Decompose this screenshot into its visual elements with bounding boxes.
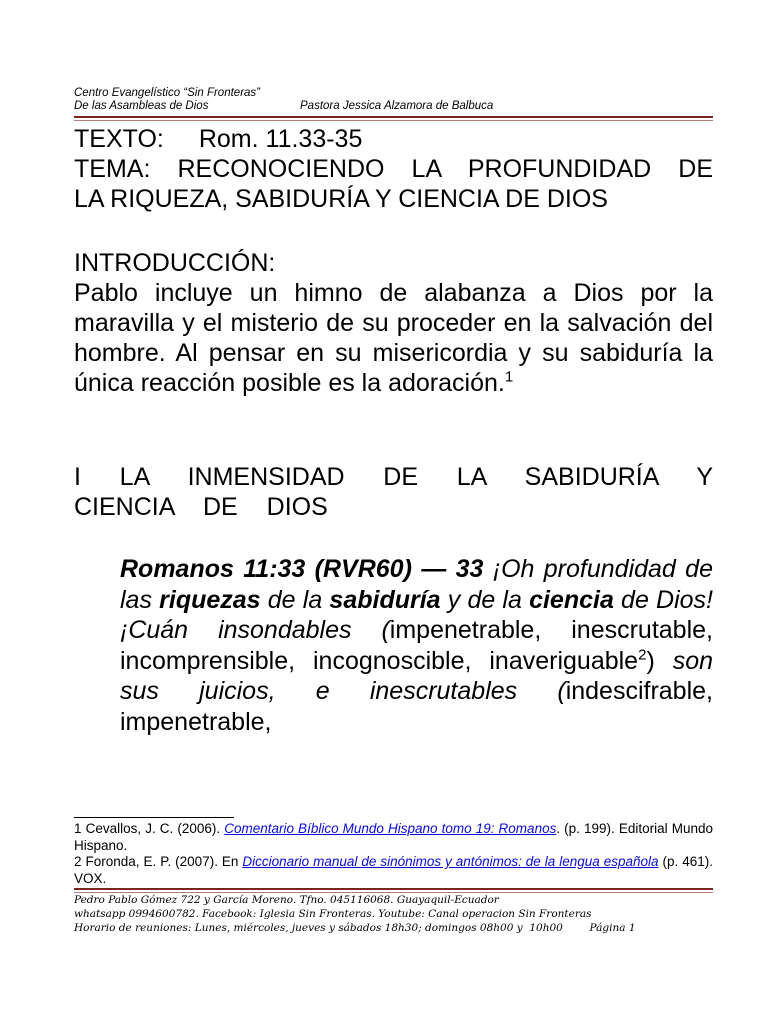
footnote-2-link[interactable]: Diccionario manual de sinónimos y antónimos: de la lengua española xyxy=(242,854,659,869)
header-org-affiliation: De las Asambleas de Dios xyxy=(74,100,209,112)
intro-paragraph xyxy=(74,278,713,398)
header-pastor: Pastora Jessica Alzamora de Balbuca xyxy=(300,100,494,112)
footnote-2 xyxy=(74,854,713,887)
texto-line xyxy=(74,124,713,154)
footnote-2-citation: Foronda, E. P. (2007). En xyxy=(85,854,243,869)
quote-bold-ciencia: ciencia xyxy=(529,585,614,614)
footer-schedule-text: Horario de reuniones: Lunes, miércoles, jueves y sábados 18h30; domingos 08h00 y 10h00 xyxy=(74,922,563,934)
intro-heading: INTRODUCCIÓN: xyxy=(74,249,276,277)
quote-synonyms-1: impenetrable, inescrutable, incomprensible, incognoscible, inaveriguable xyxy=(120,616,713,675)
tema-label: TEMA: xyxy=(74,155,151,183)
scripture-quote xyxy=(120,554,713,737)
header-org-name: Centro Evangelístico “Sin Fronteras” xyxy=(74,87,260,99)
footnote-1 xyxy=(74,821,713,854)
footnote-2-publisher: (p. 461). VOX. xyxy=(74,854,713,886)
intro-text: Pablo incluye un himno de alabanza a Dios por la maravilla y el misterio de su proceder en la salvación del hombre. Al pensar en su misericordia y su sabiduría la única reacción posible es la adoración. xyxy=(74,279,713,397)
footer-rule-thin xyxy=(74,892,713,893)
quote-paren-close: ) xyxy=(646,646,673,675)
page-number: Página 1 xyxy=(589,922,636,934)
quote-text-5: son sus juicios, e inescrutables ( xyxy=(120,646,713,705)
tema-line xyxy=(74,154,713,184)
texto-reference: Rom. 11.33-35 xyxy=(198,125,363,153)
footnote-2-number: 2 xyxy=(74,854,82,869)
quote-text-2: de la xyxy=(260,585,330,614)
tema-text-1: RECONOCIENDO LA PROFUNDIDAD DE xyxy=(177,155,713,183)
texto-label: TEXTO: xyxy=(74,125,164,153)
footer-contacts: whatsapp 0994600782. Facebook: Iglesia Sin Fronteras. Youtube: Canal operacion Sin Fronteras xyxy=(74,908,592,920)
footer-address: Pedro Pablo Gómez 722 y García Moreno. Tfno. 045116068. Guayaquil-Ecuador xyxy=(74,894,499,906)
footer-schedule xyxy=(74,922,636,935)
section-heading: I LA INMENSIDAD DE LA SABIDURÍA Y CIENCIA DE DIOS xyxy=(74,463,713,521)
header-rule-thin xyxy=(74,120,713,121)
footnote-1-link[interactable]: Comentario Bíblico Mundo Hispano tomo 19: Romanos xyxy=(224,821,557,836)
footnote-1-number: 1 xyxy=(74,821,82,836)
footnote-ref-2[interactable]: 2 xyxy=(638,646,647,664)
footnote-separator xyxy=(74,817,234,818)
quote-text-4: de Dios! ¡Cuán insondables ( xyxy=(120,585,713,644)
header-rule xyxy=(74,116,713,118)
footnote-1-publisher: . (p. 199). Editorial Mundo Hispano. xyxy=(74,821,713,853)
quote-text-3: y de la xyxy=(440,585,530,614)
quote-bold-sabiduria: sabiduría xyxy=(329,585,441,614)
footnote-ref-1[interactable]: 1 xyxy=(504,368,514,386)
quote-bold-riquezas: riquezas xyxy=(159,585,261,614)
tema-text-2: LA RIQUEZA, SABIDURÍA Y CIENCIA DE DIOS xyxy=(74,185,608,213)
quote-text-1: ¡Oh profundidad de las xyxy=(120,555,713,614)
quote-synonyms-2: indescifrable, impenetrable, xyxy=(120,677,713,736)
footer-rule xyxy=(74,888,713,890)
quote-reference: Romanos 11:33 (RVR60) — 33 xyxy=(120,555,484,583)
tema-line-2 xyxy=(74,184,713,214)
footnote-1-citation: Cevallos, J. C. (2006). xyxy=(85,821,225,836)
